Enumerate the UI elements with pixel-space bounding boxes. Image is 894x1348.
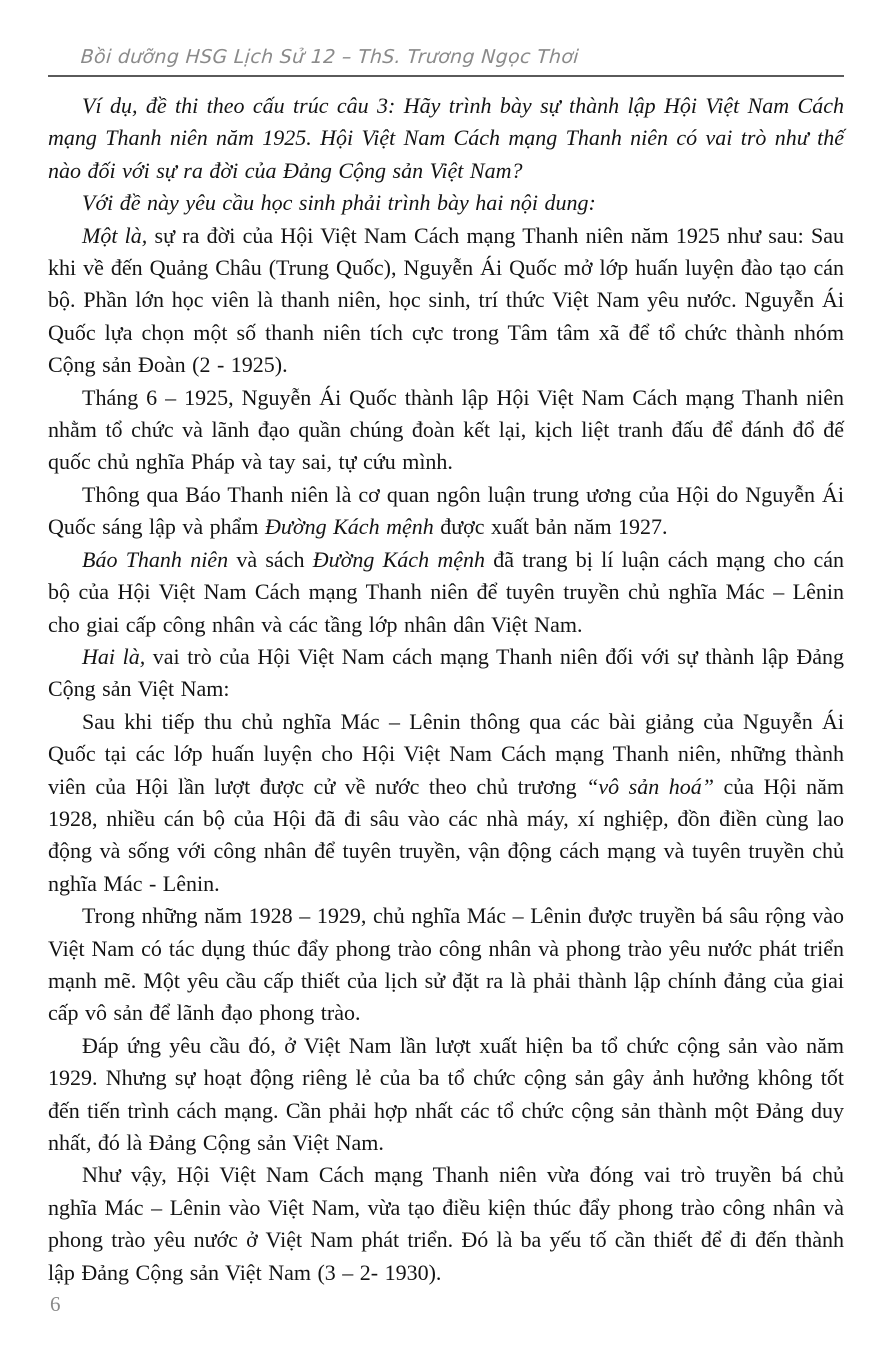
text-run: đã trang bị lí luận cách mạng cho cán bộ của Hội Việt Nam Cách mạng Thanh niên để tuyên truyền chủ nghĩa Mác – Lênin cho giai cấp công nhân và các tầng lớp nhân dân Việt Nam. (48, 546, 844, 637)
text-run: Ví dụ, đề thi theo cấu trúc câu 3: Hãy trình bày sự thành lập Hội Việt Nam Cách mạng Thanh niên năm 1925. Hội Việt Nam Cách mạng Thanh niên có vai trò như thế nào đối với sự ra đời của Đảng Cộng sản Việt Nam? (48, 93, 844, 183)
page-header (48, 46, 844, 77)
paragraph (48, 544, 844, 641)
text-run: Đường Kách mệnh (265, 514, 434, 540)
text-run: Một là, (82, 222, 148, 248)
text-run: Trong những năm 1928 – 1929, chủ nghĩa Mác – Lênin được truyền bá sâu rộng vào Việt Nam có tác dụng thúc đẩy phong trào công nhân và phong trào yêu nước phát triển mạnh mẽ. Một yêu cầu cấp thiết của lịch sử đặt ra là phải thành lập chính đảng của giai cấp vô sản để lãnh đạo phong trào. (48, 903, 844, 1026)
page-body (48, 90, 844, 1289)
text-run: được xuất bản năm 1927. (433, 514, 668, 540)
running-header-title: Bồi dưỡng HSG Lịch Sử 12 – ThS. Trương Ngọc Thơi (80, 46, 580, 68)
paragraph (48, 641, 844, 706)
text-run: của Hội năm 1928, nhiều cán bộ của Hội đã đi sâu vào các nhà máy, xí nghiệp, đồn điền cùng lao động và sống với công nhân để tuyên truyền, vận động cách mạng và tuyên truyền chủ nghĩa Mác - Lênin. (48, 773, 845, 896)
text-run: Báo Thanh niên (82, 546, 229, 572)
text-run: Đáp ứng yêu cầu đó, ở Việt Nam lần lượt xuất hiện ba tổ chức cộng sản vào năm 1929. Nhưng sự hoạt động riêng lẻ của ba tổ chức cộng sản gây ảnh hưởng không tốt đến tiến trình cách mạng. Cần phải hợp nhất các tổ chức cộng sản thành một Đảng duy nhất, đó là Đảng Cộng sản Việt Nam. (48, 1032, 844, 1155)
text-run: vai trò của Hội Việt Nam cách mạng Thanh niên đối với sự thành lập Đảng Cộng sản Việt Nam: (48, 643, 844, 702)
text-run: sự ra đời của Hội Việt Nam Cách mạng Thanh niên năm 1925 như sau: Sau khi về đến Quảng Châu (Trung Quốc), Nguyễn Ái Quốc mở lớp huấn luyện đào tạo cán bộ. Phần lớn học viên là thanh niên, học sinh, trí thức Việt Nam yêu nước. Nguyễn Ái Quốc lựa chọn một số thanh niên tích cực trong Tâm tâm xã để tổ chức thành nhóm Cộng sản Đoàn (2 - 1925). (48, 222, 844, 378)
paragraph (48, 90, 844, 187)
text-run: Hai là, (82, 643, 146, 669)
paragraph (48, 1159, 844, 1289)
text-run: Tháng 6 – 1925, Nguyễn Ái Quốc thành lập Hội Việt Nam Cách mạng Thanh niên nhằm tổ chức và lãnh đạo quần chúng đoàn kết lại, kịch liệt tranh đấu để đánh đổ đế quốc chủ nghĩa Pháp và tay sai, tự cứu mình. (48, 384, 844, 475)
paragraph (48, 382, 844, 479)
text-run: Với đề này yêu cầu học sinh phải trình bày hai nội dung: (82, 190, 596, 216)
paragraph (48, 1030, 844, 1160)
paragraph (48, 187, 844, 219)
text-run: Đường Kách mệnh (312, 546, 485, 572)
paragraph (48, 479, 844, 544)
paragraph (48, 706, 844, 900)
text-run: Như vậy, Hội Việt Nam Cách mạng Thanh niên vừa đóng vai trò truyền bá chủ nghĩa Mác – Lênin vào Việt Nam, vừa tạo điều kiện thúc đẩy phong trào công nhân và phong trào yêu nước ở Việt Nam phát triển. Đó là ba yếu tố cần thiết để đi đến thành lập Đảng Cộng sản Việt Nam (3 – 2- 1930). (48, 1162, 844, 1285)
header-rule (48, 75, 844, 77)
paragraph (48, 900, 844, 1030)
text-run: và sách (228, 546, 313, 572)
page-number: 6 (50, 1292, 61, 1317)
text-run: “vô sản hoá” (586, 773, 715, 799)
paragraph (48, 220, 844, 382)
text-run: Sau khi tiếp thu chủ nghĩa Mác – Lênin thông qua các bài giảng của Nguyễn Ái Quốc tại các lớp huấn luyện cho Hội Việt Nam Cách mạng Thanh niên, những thành viên của Hội lần lượt được cử về nước theo chủ trương (48, 708, 844, 799)
text-run: Thông qua Báo Thanh niên là cơ quan ngôn luận trung ương của Hội do Nguyễn Ái Quốc sáng lập và phẩm (48, 481, 844, 540)
